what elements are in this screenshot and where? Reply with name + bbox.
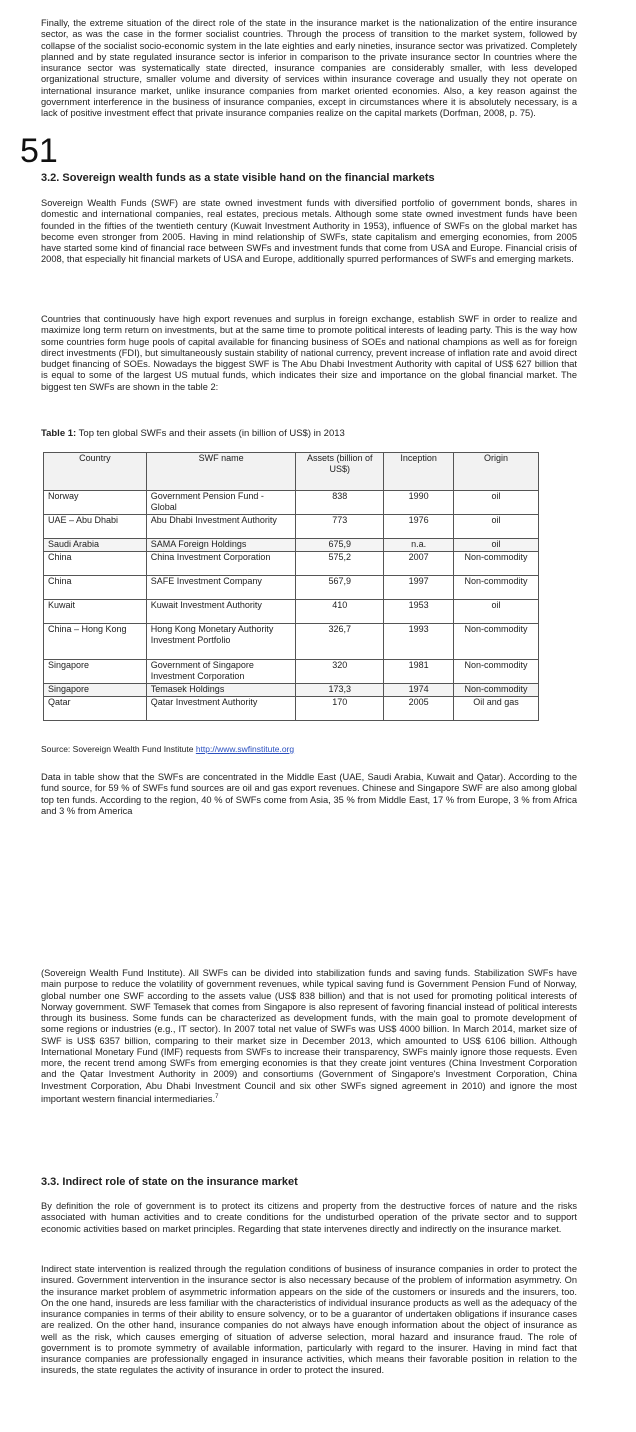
cell-inception: 1976 — [384, 515, 454, 539]
cell-assets: 773 — [296, 515, 384, 539]
header-swf-name: SWF name — [146, 453, 296, 491]
table-caption-label: Table 1: — [41, 428, 77, 439]
table-row — [44, 515, 539, 539]
cell-assets: 320 — [296, 660, 384, 684]
section-3-2-body — [41, 198, 577, 266]
section-3-3-paragraph-2: Indirect state intervention is realized through the regulation conditions of business of insurance companies in order to protect the insured. Government intervention in the insurance sector is also necessary because of the problem of information asymmetry. On the insurance market problem of asymmetric information appears on the side of the customers or insureds and the insurers, too. On the one hand, insureds are less familiar with the characteristics of individual insurance products as well as the adequacy of the insurance companies in terms of their ability to ensure solvency, or to be a guarantor of undertaken obligations if insurance cases are realized. On the other hand, insurance companies do not always have enough information about the object of insurance as well as the risk, which causes emerging of situation of adverse selection, moral hazard and insurance fraud. The role of government is to promote symmetry of available information, particularly with regard to the insurer. Having in mind fact that insurance companies are professionally engaged in insurance activities, which means their favorable position in relation to the insureds, the state regulates the activity of insurance in order to protect the insured. — [41, 1264, 577, 1376]
cell-inception: 1990 — [384, 491, 454, 515]
cell-swf-name: Hong Kong Monetary Authority Investment Portfolio — [146, 624, 296, 660]
cell-country: Qatar — [44, 697, 147, 721]
cell-assets: 326,7 — [296, 624, 384, 660]
cell-swf-name: China Investment Corporation — [146, 552, 296, 576]
cell-assets: 675,9 — [296, 539, 384, 552]
section-3-3-paragraph-1: By definition the role of government is to protect its citizens and property from the destructive forces of nature and the risks associated with human activities and to create conditions for the undisturbed operation of the private sector and to support economic activities based on market principles. Regarding that state intervenes directly and indirectly on the insurance market. — [41, 1201, 577, 1234]
table-caption — [41, 428, 345, 439]
cell-assets: 410 — [296, 600, 384, 624]
cell-country: Saudi Arabia — [44, 539, 147, 552]
cell-inception: 2005 — [384, 697, 454, 721]
table-row — [44, 660, 539, 684]
header-origin: Origin — [454, 453, 539, 491]
cell-swf-name: Kuwait Investment Authority — [146, 600, 296, 624]
cell-origin: Oil and gas — [454, 697, 539, 721]
cell-country: China — [44, 552, 147, 576]
cell-country: UAE – Abu Dhabi — [44, 515, 147, 539]
cell-origin: Non-commodity — [454, 684, 539, 697]
cell-swf-name: Qatar Investment Authority — [146, 697, 296, 721]
page-number: 51 — [20, 132, 58, 170]
cell-country: Norway — [44, 491, 147, 515]
cell-swf-name: SAFE Investment Company — [146, 576, 296, 600]
table-row — [44, 624, 539, 660]
cell-origin: oil — [454, 491, 539, 515]
cell-country: China — [44, 576, 147, 600]
after-table-block — [41, 772, 577, 817]
section-3-2-paragraph-2: Countries that continuously have high export revenues and surplus in foreign exchange, establish SWF in order to realize and maximize long term return on investments, but at the same time to promote political interests of leading party. This is the way how some countries form huge pools of capital available for financing business of SOEs and national champions as well as for foreign direct investments (FDI), but simultaneously sustain stability of national currency, prevent increase of inflation rate and avoid direct budget financing of SOEs. Nowadays the biggest SWF is The Abu Dhabi Investment Authority with capital of US$ 627 billion that is equal to some of the largest US mutual funds, which indicates their size and importance on the global financial market. The biggest ten SWFs are shown in the table 2: — [41, 314, 577, 392]
cell-inception: 2007 — [384, 552, 454, 576]
table-row — [44, 539, 539, 552]
after-table-paragraph: Data in table show that the SWFs are concentrated in the Middle East (UAE, Saudi Arabia, Kuwait and Qatar). According to the fund source, for 59 % of SWFs fund sources are oil and gas export revenues. Chinese and Singapore SWF are also among global top ten funds. According to the region, 40 % of SWFs come from Asia, 35 % from Middle East, 17 % from Europe, 3 % from Africa and 3 % from America — [41, 772, 577, 816]
section-3-2-body-2 — [41, 314, 577, 393]
cell-assets: 567,9 — [296, 576, 384, 600]
cell-country: Singapore — [44, 660, 147, 684]
intro-block — [41, 18, 577, 119]
section-3-3-heading: 3.3. Indirect role of state on the insurance market — [41, 1176, 298, 1188]
source-label: Source: Sovereign Wealth Fund Institute — [41, 744, 194, 754]
table-source — [41, 744, 294, 754]
cell-origin: Non-commodity — [454, 552, 539, 576]
table-row — [44, 491, 539, 515]
cell-origin: Non-commodity — [454, 576, 539, 600]
cell-swf-name: Temasek Holdings — [146, 684, 296, 697]
cell-country: Kuwait — [44, 600, 147, 624]
table-header-row — [44, 453, 539, 491]
cell-country: China – Hong Kong — [44, 624, 147, 660]
section-3-2-heading: 3.2. Sovereign wealth funds as a state visible hand on the financial markets — [41, 172, 435, 184]
footnote-mark: 7 — [215, 1093, 219, 1100]
continuation-paragraph — [41, 968, 577, 1105]
cell-assets: 575,2 — [296, 552, 384, 576]
header-inception: Inception — [384, 453, 454, 491]
table-row — [44, 697, 539, 721]
table-row — [44, 576, 539, 600]
cell-swf-name: Government of Singapore Investment Corporation — [146, 660, 296, 684]
section-3-3-body-2 — [41, 1264, 577, 1377]
source-link[interactable]: http://www.swfinstitute.org — [195, 744, 295, 754]
cell-origin: Non-commodity — [454, 660, 539, 684]
continuation-text: (Sovereign Wealth Fund Institute). All SWFs can be divided into stabilization funds and saving funds. Stabilization SWFs have main purpose to reduce the volatility of government revenues, while typical saving fund is Government Pension Fund of Norway, global number one SWF according to the assets value (US$ 838 billion) and that is not used for promoting political interests of Norway government. SWF Temasek that comes from Singapore is also represent of favoring financial instead of political interests through its business. Some funds can be characterized as development funds, with the main goal to promote development of some regions or industries (e.g., IT sector). In 2007 total net value of SWFs was US$ 4000 billion. In March 2014, market size of SWF is US$ 6357 billion, comparing to their market size in December 2013, which amounted to US$ 6106 billion. Although International Monetary Fund (IMF) requests from SWFs to increase their transparency, SWFs mainly ignore those requests. Even more, the recent trend among SWFs from emerging economies is that they create joint ventures (China Investment Corporation and the Qatar Investment Authority in 2009) and consortiums (Government of Singapore's Investment Corporation, China Investment Corporation, Abu Dhabi Investment Council and six other SWFs signed agreement in 2010) and ignore the most important western financial intermediaries. — [41, 968, 577, 1104]
table-row — [44, 684, 539, 697]
cell-inception: 1981 — [384, 660, 454, 684]
table-row — [44, 600, 539, 624]
cell-origin: oil — [454, 600, 539, 624]
cell-swf-name: Government Pension Fund - Global — [146, 491, 296, 515]
cell-inception: 1997 — [384, 576, 454, 600]
table-row — [44, 552, 539, 576]
cell-inception: n.a. — [384, 539, 454, 552]
header-assets: Assets (billion of US$) — [296, 453, 384, 491]
cell-country: Singapore — [44, 684, 147, 697]
swf-table — [43, 452, 539, 721]
cell-assets: 838 — [296, 491, 384, 515]
cell-inception: 1974 — [384, 684, 454, 697]
cell-swf-name: Abu Dhabi Investment Authority — [146, 515, 296, 539]
cell-inception: 1993 — [384, 624, 454, 660]
header-country: Country — [44, 453, 147, 491]
cell-assets: 170 — [296, 697, 384, 721]
cell-origin: oil — [454, 515, 539, 539]
section-3-3-body — [41, 1201, 577, 1235]
section-3-2-paragraph-1: Sovereign Wealth Funds (SWF) are state owned investment funds with diversified portfolio of government bonds, shares in domestic and international companies, real estates, precious metals. Although some state owned investment funds have been founded in the fifties of the twentieth century (Kuwait Investment Authority in 1953), influence of SWFs on the global market has become even stronger from 2005. Having in mind relationship of SWFs, state capitalism and emerging economies, from 2005 have started some kind of financial race between SWFs and investment funds that come from USA and Europe. Financial crisis of 2008, that especially hit financial markets of USA and Europe, additionally spurred performances of SWFs and emerging markets. — [41, 198, 577, 265]
cell-origin: oil — [454, 539, 539, 552]
cell-assets: 173,3 — [296, 684, 384, 697]
cell-swf-name: SAMA Foreign Holdings — [146, 539, 296, 552]
cell-origin: Non-commodity — [454, 624, 539, 660]
table-caption-text: Top ten global SWFs and their assets (in billion of US$) in 2013 — [78, 428, 345, 439]
continuation-block — [41, 968, 577, 1105]
cell-inception: 1953 — [384, 600, 454, 624]
intro-paragraph: Finally, the extreme situation of the direct role of the state in the insurance market is the nationalization of the entire insurance sector, as was the case in the former socialist countries. Through the process of transition to the market system, followed by collapse of the socialist socio-economic system in the late eighties and early nineties, insurance sector was privatized. Completely planned and by state regulated insurance sector is inferior in comparison to the private insurance sector In countries where the insurance sector was systematically state directed, insurance companies are considerably smaller, with less developed organizational structure, smaller volume and diversity of services within insurance coverage and usually they not operate on international insurance market, unlike insurance companies from market oriented economies. Also, a key reason against the government interference in the business of insurance companies, except in circumstances where it is absolutely necessary, is a lack of positive investment effect that private insurance companies realize on the capital markets (Dorfman, 2008, p. 75). — [41, 18, 577, 118]
